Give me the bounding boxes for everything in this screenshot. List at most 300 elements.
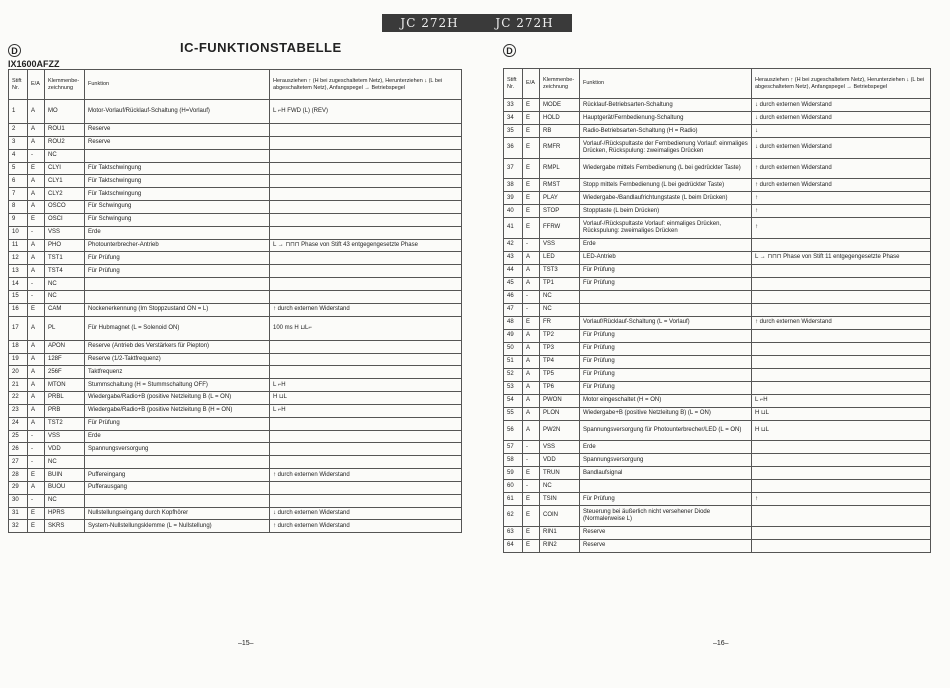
- header-io: E/A: [523, 69, 540, 99]
- page-title: IC-FUNKTIONSTABELLE: [180, 40, 342, 55]
- cell-pin: 62: [504, 506, 523, 527]
- cell-label: CAM: [45, 303, 85, 316]
- cell-pin: 3: [9, 136, 28, 149]
- cell-pin: 35: [504, 125, 523, 138]
- cell-pin: 21: [9, 379, 28, 392]
- cell-note: [752, 441, 931, 454]
- table-row: [9, 201, 462, 214]
- cell-label: 128F: [45, 353, 85, 366]
- cell-label: TST3: [540, 264, 580, 277]
- cell-label: BUIN: [45, 469, 85, 482]
- cell-function: Vorlauf/Rücklauf-Schaltung (L = Vorlauf): [580, 316, 752, 329]
- table-row: [9, 100, 462, 124]
- cell-note: [270, 494, 462, 507]
- table-row: [504, 192, 931, 205]
- cell-note: ↓ durch externen Widerstand: [752, 138, 931, 159]
- cell-label: RMPL: [540, 158, 580, 179]
- cell-io: E: [523, 506, 540, 527]
- cell-note: ↓ durch externen Widerstand: [752, 112, 931, 125]
- cell-function: Für Prüfung: [580, 381, 752, 394]
- table-row: [9, 430, 462, 443]
- cell-label: TST2: [45, 417, 85, 430]
- table-row: [504, 342, 931, 355]
- table-row: [504, 158, 931, 179]
- cell-note: ↓: [752, 125, 931, 138]
- table-row: [9, 443, 462, 456]
- cell-label: RB: [540, 125, 580, 138]
- cell-io: A: [28, 392, 45, 405]
- table-header-row: [504, 69, 931, 99]
- header-note: Herausziehen ↑ (H bei zugeschaltetem Netz), Herunterziehen ↓ (L bei abgeschaltetem Netz), Anfangspegel → Betriebspegel: [270, 70, 462, 100]
- table-row: [9, 252, 462, 265]
- cell-function: Erde: [85, 226, 270, 239]
- table-row: [504, 526, 931, 539]
- cell-function: Bandlaufsignal: [580, 467, 752, 480]
- cell-pin: 42: [504, 238, 523, 251]
- cell-pin: 7: [9, 188, 28, 201]
- cell-note: [752, 290, 931, 303]
- cell-function: Für Prüfung: [580, 493, 752, 506]
- cell-io: A: [523, 368, 540, 381]
- cell-label: VSS: [45, 430, 85, 443]
- cell-function: [85, 494, 270, 507]
- cell-io: A: [523, 407, 540, 420]
- cell-label: BUOU: [45, 481, 85, 494]
- cell-label: MO: [45, 100, 85, 124]
- cell-function: Stopp mittels Fernbedienung (L bei gedrückter Taste): [580, 179, 752, 192]
- cell-note: [270, 136, 462, 149]
- cell-label: HOLD: [540, 112, 580, 125]
- cell-pin: 12: [9, 252, 28, 265]
- ic-table-right: [503, 68, 931, 553]
- cell-function: Nockenerkennung (Im Stoppzustand ON = L): [85, 303, 270, 316]
- cell-note: [752, 526, 931, 539]
- cell-pin: 15: [9, 290, 28, 303]
- table-row: [9, 417, 462, 430]
- table-row: [504, 112, 931, 125]
- cell-note: [752, 506, 931, 527]
- table-row: [9, 392, 462, 405]
- cell-pin: 10: [9, 226, 28, 239]
- cell-io: E: [523, 192, 540, 205]
- cell-function: Pufferausgang: [85, 481, 270, 494]
- cell-pin: 11: [9, 239, 28, 252]
- cell-pin: 43: [504, 251, 523, 264]
- table-row: [9, 149, 462, 162]
- cell-note: [270, 201, 462, 214]
- table-row: [504, 290, 931, 303]
- cell-pin: 40: [504, 205, 523, 218]
- cell-label: TRUN: [540, 467, 580, 480]
- cell-note: ↑ durch externen Widerstand: [752, 179, 931, 192]
- cell-note: [752, 303, 931, 316]
- cell-io: A: [28, 417, 45, 430]
- ic-table-left: [8, 69, 462, 533]
- cell-io: A: [28, 124, 45, 137]
- cell-note: ↑ durch externen Widerstand: [270, 469, 462, 482]
- table-row: [9, 481, 462, 494]
- cell-io: A: [28, 353, 45, 366]
- cell-function: Reserve: [580, 526, 752, 539]
- cell-label: FR: [540, 316, 580, 329]
- cell-note: L → ⊓⊓⊓ Phase von Stift 11 entgegengesetzte Phase: [752, 251, 931, 264]
- cell-function: [580, 290, 752, 303]
- cell-label: TP4: [540, 355, 580, 368]
- cell-io: A: [28, 136, 45, 149]
- cell-io: E: [523, 158, 540, 179]
- table-row: [504, 355, 931, 368]
- header-pin: Stift Nr.: [9, 70, 28, 100]
- cell-io: A: [28, 379, 45, 392]
- cell-function: Für Prüfung: [580, 342, 752, 355]
- cell-pin: 20: [9, 366, 28, 379]
- cell-function: Für Taktschwingung: [85, 162, 270, 175]
- cell-pin: 38: [504, 179, 523, 192]
- cell-function: Motor-Vorlauf/Rücklauf-Schaltung (H=Vorlauf): [85, 100, 270, 124]
- cell-note: [270, 340, 462, 353]
- cell-function: Reserve: [85, 124, 270, 137]
- cell-function: [85, 456, 270, 469]
- cell-note: [752, 264, 931, 277]
- cell-note: ↑ durch externen Widerstand: [752, 316, 931, 329]
- table-row: [9, 290, 462, 303]
- cell-io: -: [523, 454, 540, 467]
- header-note: Herausziehen ↑ (H bei zugeschaltetem Netz), Herunterziehen ↓ (L bei abgeschaltetem Netz), Anfangspegel → Betriebspegel: [752, 69, 931, 99]
- cell-note: ↓ durch externen Widerstand: [270, 507, 462, 520]
- cell-io: E: [28, 303, 45, 316]
- header-function: Funktion: [580, 69, 752, 99]
- cell-io: -: [523, 303, 540, 316]
- cell-function: Für Hubmagnet (L = Solenoid ON): [85, 316, 270, 340]
- cell-io: E: [523, 112, 540, 125]
- cell-note: [270, 149, 462, 162]
- cell-label: HPRS: [45, 507, 85, 520]
- cell-note: [752, 368, 931, 381]
- table-row: [9, 239, 462, 252]
- cell-label: VSS: [45, 226, 85, 239]
- cell-label: NC: [45, 494, 85, 507]
- cell-note: [270, 226, 462, 239]
- cell-label: PW2N: [540, 420, 580, 441]
- cell-label: FFRW: [540, 218, 580, 239]
- cell-function: Für Prüfung: [85, 265, 270, 278]
- cell-function: Für Prüfung: [580, 264, 752, 277]
- cell-function: [85, 149, 270, 162]
- cell-label: TP1: [540, 277, 580, 290]
- cell-function: System-Nullstellungsklemme (L = Nullstellung): [85, 520, 270, 533]
- header-io: E/A: [28, 70, 45, 100]
- table-row: [504, 480, 931, 493]
- cell-label: PLON: [540, 407, 580, 420]
- cell-pin: 16: [9, 303, 28, 316]
- cell-note: [270, 481, 462, 494]
- cell-pin: 32: [9, 520, 28, 533]
- cell-io: A: [523, 381, 540, 394]
- cell-io: -: [28, 290, 45, 303]
- cell-label: VSS: [540, 238, 580, 251]
- model-label: IX1600AFZZ: [8, 59, 60, 69]
- cell-io: E: [523, 99, 540, 112]
- header-label: Klemmenbe- zeichnung: [45, 70, 85, 100]
- cell-io: -: [523, 441, 540, 454]
- page-marker-right: D: [503, 44, 516, 57]
- cell-label: COIN: [540, 506, 580, 527]
- cell-note: ↑ durch externen Widerstand: [270, 520, 462, 533]
- header-pin: Stift Nr.: [504, 69, 523, 99]
- cell-note: H ⊔L: [752, 407, 931, 420]
- cell-function: Nullstellungseingang durch Kopfhörer: [85, 507, 270, 520]
- cell-function: Reserve (Antrieb des Verstärkers für Piepton): [85, 340, 270, 353]
- cell-label: TP5: [540, 368, 580, 381]
- table-row: [9, 265, 462, 278]
- cell-function: Taktfrequenz: [85, 366, 270, 379]
- cell-function: Puffereingang: [85, 469, 270, 482]
- cell-pin: 34: [504, 112, 523, 125]
- cell-pin: 6: [9, 175, 28, 188]
- table-row: [504, 381, 931, 394]
- cell-io: A: [28, 366, 45, 379]
- cell-io: -: [28, 430, 45, 443]
- cell-pin: 28: [9, 469, 28, 482]
- cell-function: Für Prüfung: [580, 368, 752, 381]
- cell-pin: 54: [504, 394, 523, 407]
- cell-label: OSCI: [45, 213, 85, 226]
- table-row: [504, 394, 931, 407]
- table-row: [504, 218, 931, 239]
- cell-io: A: [28, 340, 45, 353]
- cell-label: CLY1: [45, 175, 85, 188]
- table-row: [9, 162, 462, 175]
- cell-function: Für Prüfung: [580, 329, 752, 342]
- cell-note: [752, 381, 931, 394]
- cell-label: PWON: [540, 394, 580, 407]
- cell-function: Radio-Betriebsarten-Schaltung (H = Radio): [580, 125, 752, 138]
- cell-function: Steuerung bei äußerlich nicht versehener Diode (Normalerweise L): [580, 506, 752, 527]
- cell-note: [270, 175, 462, 188]
- table-row: [504, 251, 931, 264]
- cell-pin: 5: [9, 162, 28, 175]
- cell-label: LED: [540, 251, 580, 264]
- cell-pin: 18: [9, 340, 28, 353]
- cell-function: Hauptgerät/Fernbedienung-Schaltung: [580, 112, 752, 125]
- cell-label: PL: [45, 316, 85, 340]
- table-row: [9, 340, 462, 353]
- cell-pin: 9: [9, 213, 28, 226]
- cell-io: E: [28, 213, 45, 226]
- cell-function: Erde: [85, 430, 270, 443]
- cell-pin: 25: [9, 430, 28, 443]
- table-row: [9, 226, 462, 239]
- table-row: [504, 368, 931, 381]
- cell-function: Motor eingeschaltet (H = ON): [580, 394, 752, 407]
- cell-function: Für Taktschwingung: [85, 175, 270, 188]
- cell-function: Spannungsversorgung: [580, 454, 752, 467]
- table-row: [9, 213, 462, 226]
- cell-pin: 30: [9, 494, 28, 507]
- cell-io: -: [28, 494, 45, 507]
- cell-label: SKRS: [45, 520, 85, 533]
- cell-function: Reserve: [85, 136, 270, 149]
- cell-note: [270, 430, 462, 443]
- table-row: [504, 441, 931, 454]
- cell-note: [752, 238, 931, 251]
- cell-label: NC: [45, 456, 85, 469]
- cell-note: [270, 265, 462, 278]
- cell-function: Für Schwingung: [85, 213, 270, 226]
- cell-pin: 55: [504, 407, 523, 420]
- cell-label: RMST: [540, 179, 580, 192]
- cell-label: NC: [540, 480, 580, 493]
- table-row: [9, 456, 462, 469]
- cell-label: NC: [45, 149, 85, 162]
- cell-io: A: [28, 239, 45, 252]
- table-row: [504, 138, 931, 159]
- cell-note: [270, 188, 462, 201]
- cell-io: -: [28, 278, 45, 291]
- cell-label: MTON: [45, 379, 85, 392]
- cell-note: [752, 467, 931, 480]
- table-row: [504, 303, 931, 316]
- cell-io: -: [523, 290, 540, 303]
- cell-note: ↓ durch externen Widerstand: [752, 99, 931, 112]
- cell-io: A: [523, 420, 540, 441]
- cell-pin: 24: [9, 417, 28, 430]
- cell-label: TSIN: [540, 493, 580, 506]
- cell-pin: 49: [504, 329, 523, 342]
- cell-pin: 45: [504, 277, 523, 290]
- cell-io: A: [28, 201, 45, 214]
- cell-io: E: [523, 205, 540, 218]
- cell-note: [270, 162, 462, 175]
- cell-io: A: [523, 277, 540, 290]
- cell-pin: 53: [504, 381, 523, 394]
- cell-io: E: [523, 539, 540, 552]
- cell-label: 256F: [45, 366, 85, 379]
- cell-note: [752, 355, 931, 368]
- cell-pin: 14: [9, 278, 28, 291]
- cell-note: [270, 366, 462, 379]
- cell-io: A: [523, 355, 540, 368]
- cell-note: [270, 252, 462, 265]
- cell-label: TST1: [45, 252, 85, 265]
- cell-pin: 51: [504, 355, 523, 368]
- cell-function: Reserve (1/2-Taktfrequenz): [85, 353, 270, 366]
- cell-io: A: [28, 100, 45, 124]
- cell-note: L → ⊓⊓⊓ Phase von Stift 43 entgegengesetzte Phase: [270, 239, 462, 252]
- cell-io: A: [523, 264, 540, 277]
- cell-io: -: [523, 238, 540, 251]
- cell-pin: 31: [9, 507, 28, 520]
- cell-label: PRBL: [45, 392, 85, 405]
- table-row: [9, 379, 462, 392]
- cell-note: [270, 290, 462, 303]
- table-row: [9, 494, 462, 507]
- cell-function: Wiedergabe/Radio+B (positive Netzleitung B (L = ON): [85, 392, 270, 405]
- cell-io: A: [28, 188, 45, 201]
- cell-function: [580, 480, 752, 493]
- cell-function: Für Schwingung: [85, 201, 270, 214]
- cell-function: Spannungsversorgung: [85, 443, 270, 456]
- cell-function: Wiedergabe+B (positive Netzleitung B) (L = ON): [580, 407, 752, 420]
- cell-io: A: [523, 342, 540, 355]
- table-row: [9, 188, 462, 201]
- cell-pin: 22: [9, 392, 28, 405]
- cell-note: H ⊔L: [752, 420, 931, 441]
- table-row: [9, 366, 462, 379]
- table-row: [504, 277, 931, 290]
- cell-pin: 47: [504, 303, 523, 316]
- table-row: [9, 469, 462, 482]
- table-row: [504, 506, 931, 527]
- cell-pin: 33: [504, 99, 523, 112]
- cell-note: [270, 443, 462, 456]
- cell-function: Rücklauf-Betriebsarten-Schaltung: [580, 99, 752, 112]
- cell-pin: 36: [504, 138, 523, 159]
- cell-io: E: [523, 467, 540, 480]
- cell-note: L ⌐H FWD (L) (REV): [270, 100, 462, 124]
- header-banner: [382, 14, 572, 32]
- cell-pin: 48: [504, 316, 523, 329]
- cell-function: Vorlauf-/Rückspultaste Vorlauf: einmaliges Drücken, Rückspulung: zweimaliges Drücken: [580, 218, 752, 239]
- table-row: [504, 316, 931, 329]
- cell-label: PHO: [45, 239, 85, 252]
- page-marker-left: D: [8, 44, 21, 57]
- cell-pin: 4: [9, 149, 28, 162]
- cell-label: VDD: [540, 454, 580, 467]
- cell-io: -: [28, 443, 45, 456]
- page-number-right: –16–: [713, 640, 729, 647]
- cell-pin: 44: [504, 264, 523, 277]
- table-row: [504, 467, 931, 480]
- cell-note: L ⌐H: [752, 394, 931, 407]
- cell-label: NC: [540, 290, 580, 303]
- cell-io: A: [523, 329, 540, 342]
- cell-note: ↑: [752, 192, 931, 205]
- cell-function: Reserve: [580, 539, 752, 552]
- cell-io: E: [28, 507, 45, 520]
- cell-io: A: [28, 265, 45, 278]
- cell-pin: 59: [504, 467, 523, 480]
- cell-label: ROU1: [45, 124, 85, 137]
- table-row: [9, 353, 462, 366]
- cell-note: [752, 454, 931, 467]
- table-row: [9, 278, 462, 291]
- cell-function: Vorlauf-/Rückspultaste der Fernbedienung Vorlauf: einmaliges Drücken, Rückspulung: zweimaliges Drücken: [580, 138, 752, 159]
- cell-note: [270, 417, 462, 430]
- cell-note: L ⌐H: [270, 404, 462, 417]
- cell-note: [270, 278, 462, 291]
- cell-label: CLYI: [45, 162, 85, 175]
- cell-note: ↑ durch externen Widerstand: [270, 303, 462, 316]
- cell-note: [752, 277, 931, 290]
- cell-note: H ⊔L: [270, 392, 462, 405]
- cell-pin: 29: [9, 481, 28, 494]
- cell-label: OSCO: [45, 201, 85, 214]
- table-row: [504, 420, 931, 441]
- table-row: [504, 407, 931, 420]
- cell-pin: 64: [504, 539, 523, 552]
- cell-pin: 50: [504, 342, 523, 355]
- cell-note: [752, 329, 931, 342]
- cell-function: Erde: [580, 441, 752, 454]
- table-row: [9, 124, 462, 137]
- page-number-left: –15–: [238, 640, 254, 647]
- cell-label: VDD: [45, 443, 85, 456]
- cell-label: NC: [45, 278, 85, 291]
- cell-note: [270, 456, 462, 469]
- banner-left: JC 272H: [400, 16, 459, 30]
- table-row: [9, 175, 462, 188]
